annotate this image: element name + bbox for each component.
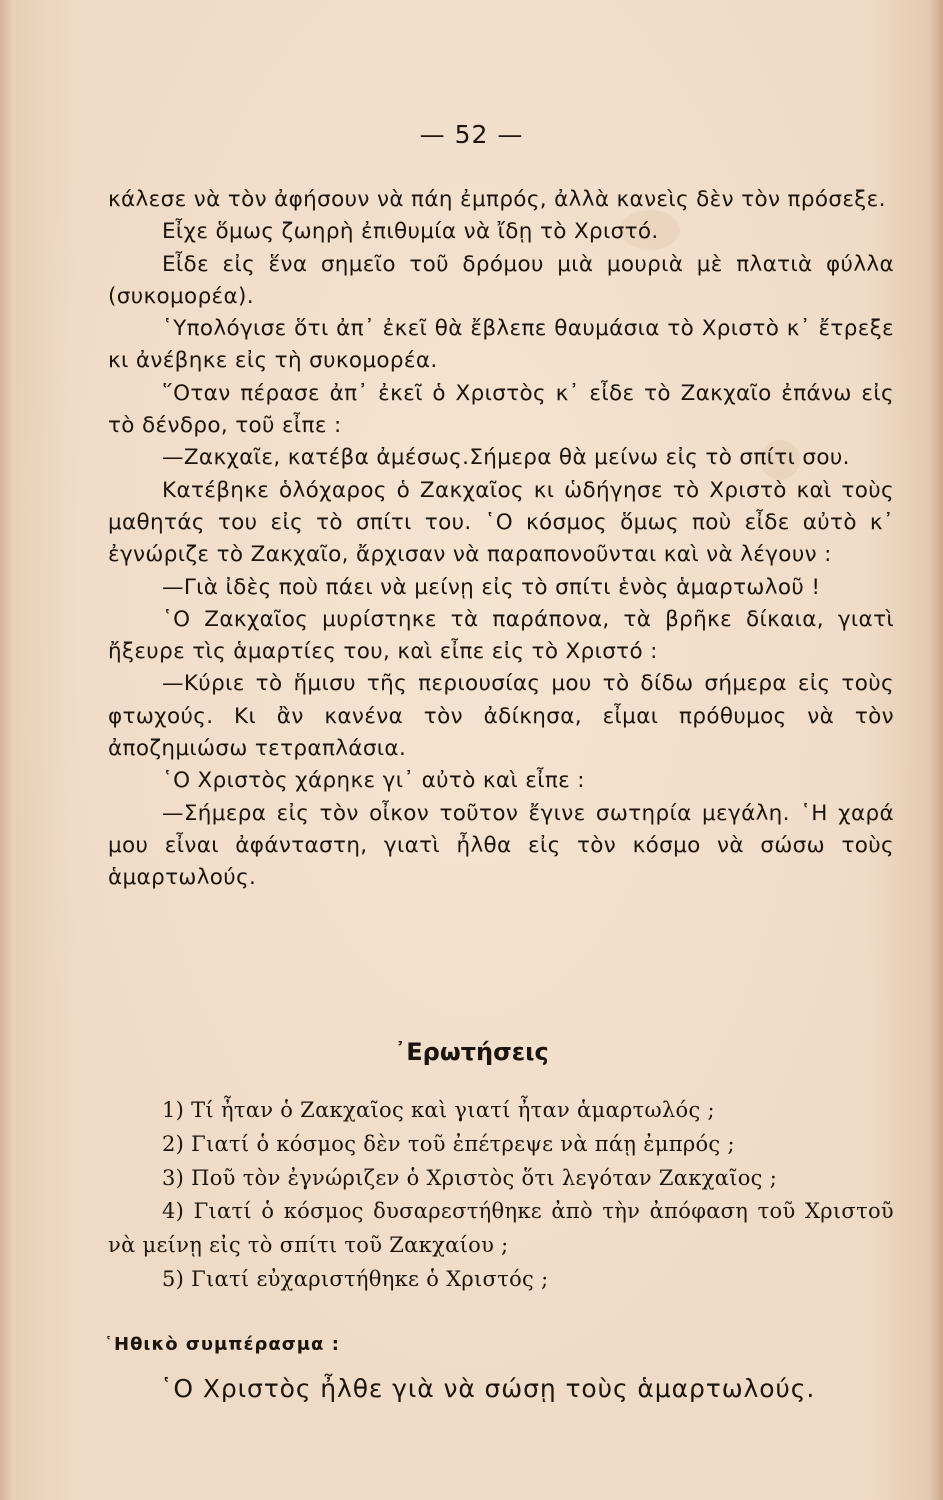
- dialogue-line: —Ζακχαῖε, κατέβα ἀμέσως.Σήμερα θὰ μείνω εἰς τὸ σπίτι σου.: [162, 445, 850, 471]
- paragraph: Κατέβηκε ὁλόχαρος ὁ Ζακχαῖος κι ὡδήγησε τὸ Χριστὸ καὶ τοὺς μαθητάς του εἰς τὸ σπίτι του. ῾Ο κόσμος ὅμως ποὺ εἶδε αὐτὸ κ᾽ ἐγνώριζε τὸ Ζακχαῖο, ἄρχισαν νὰ παραπονοῦνται καὶ νὰ λέγουν :: [108, 477, 894, 568]
- story-text: [108, 184, 894, 895]
- question-item: 1) Τί ἦταν ὁ Ζακχαῖος καὶ γιατί ἦταν ἁμαρτωλός ;: [162, 1098, 715, 1122]
- page-edge-shadow-left: [0, 0, 12, 1500]
- dialogue-line: —Κύριε τὸ ἥμισυ τῆς περιουσίας μου τὸ δίδω σήμερα εἰς τοὺς φτωχούς. Κι ἂν κανένα τὸν ἀδίκησα, εἶμαι πρόθυμος νὰ τὸν ἀποζημιώσω τετραπλάσια.: [108, 671, 894, 762]
- questions-list: [108, 1094, 894, 1297]
- question-item: 4) Γιατί ὁ κόσμος δυσαρεστήθηκε ἀπὸ τὴν ἀπόφαση τοῦ Χριστοῦ νὰ μείνῃ εἰς τὸ σπίτι τοῦ Ζακχαίου ;: [108, 1199, 894, 1258]
- paragraph: ῾Υπολόγισε ὅτι ἀπ᾽ ἐκεῖ θὰ ἔβλεπε θαυμάσια τὸ Χριστὸ κ᾽ ἔτρεξε κι ἀνέβηκε εἰς τὴ συκομορέα.: [108, 316, 894, 374]
- paragraph: Εἶδε εἰς ἕνα σημεῖο τοῦ δρόμου μιὰ μουριὰ μὲ πλατιὰ φύλλα (συκομορέα).: [108, 251, 894, 309]
- question-item: 3) Ποῦ τὸν ἐγνώριζεν ὁ Χριστὸς ὅτι λεγόταν Ζακχαῖος ;: [162, 1165, 778, 1190]
- paragraph: κάλεσε νὰ τὸν ἀφήσουν νὰ πάη ἐμπρός, ἀλλὰ κανεὶς δὲν τὸν πρόσεξε.: [108, 187, 886, 212]
- paragraph: ῾Ο Χριστὸς χάρηκε γι᾽ αὐτὸ καὶ εἶπε :: [162, 768, 585, 794]
- dialogue-line: —Σήμερα εἰς τὸν οἶκον τοῦτον ἔγινε σωτηρία μεγάλη. ῾Η χαρά μου εἶναι ἀφάνταστη, γιατὶ ἦλθα εἰς τὸν κόσμο νὰ σώσω τοὺς ἁμαρτωλούς.: [108, 800, 894, 891]
- page-number: — 52 —: [419, 120, 524, 149]
- questions-heading: ᾽Ερωτήσεις: [394, 1038, 549, 1066]
- dialogue-line: —Γιὰ ἰδὲς ποὺ πάει νὰ μείνῃ εἰς τὸ σπίτι ἑνὸς ἁμαρτωλοῦ !: [162, 574, 821, 600]
- paragraph: Εἶχε ὅμως ζωηρὴ ἐπιθυμία νὰ ἴδῃ τὸ Χριστό.: [162, 219, 659, 245]
- paragraph: ῞Οταν πέρασε ἀπ᾽ ἐκεῖ ὁ Χριστὸς κ᾽ εἶδε τὸ Ζακχαῖο ἐπάνω εἰς τὸ δένδρο, τοῦ εἶπε :: [108, 380, 894, 439]
- question-item: 2) Γιατί ὁ κόσμος δὲν τοῦ ἐπέτρεψε νὰ πάῃ ἐμπρός ;: [162, 1131, 735, 1156]
- question-item: 5) Γιατί εὐχαριστήθηκε ὁ Χριστός ;: [162, 1266, 549, 1291]
- moral-label: ῾Ηθικὸ συμπέρασμα :: [104, 1334, 340, 1355]
- moral-statement: ῾Ο Χριστὸς ἦλθε γιὰ νὰ σώσῃ τοὺς ἁμαρτωλούς.: [160, 1374, 816, 1403]
- paragraph: ῾Ο Ζακχαῖος μυρίστηκε τὰ παράπονα, τὰ βρῆκε δίκαια, γιατὶ ἤξευρε τὶς ἁμαρτίες του, καὶ εἶπε εἰς τὸ Χριστό :: [108, 606, 894, 665]
- page-edge-shadow-right: [929, 0, 943, 1500]
